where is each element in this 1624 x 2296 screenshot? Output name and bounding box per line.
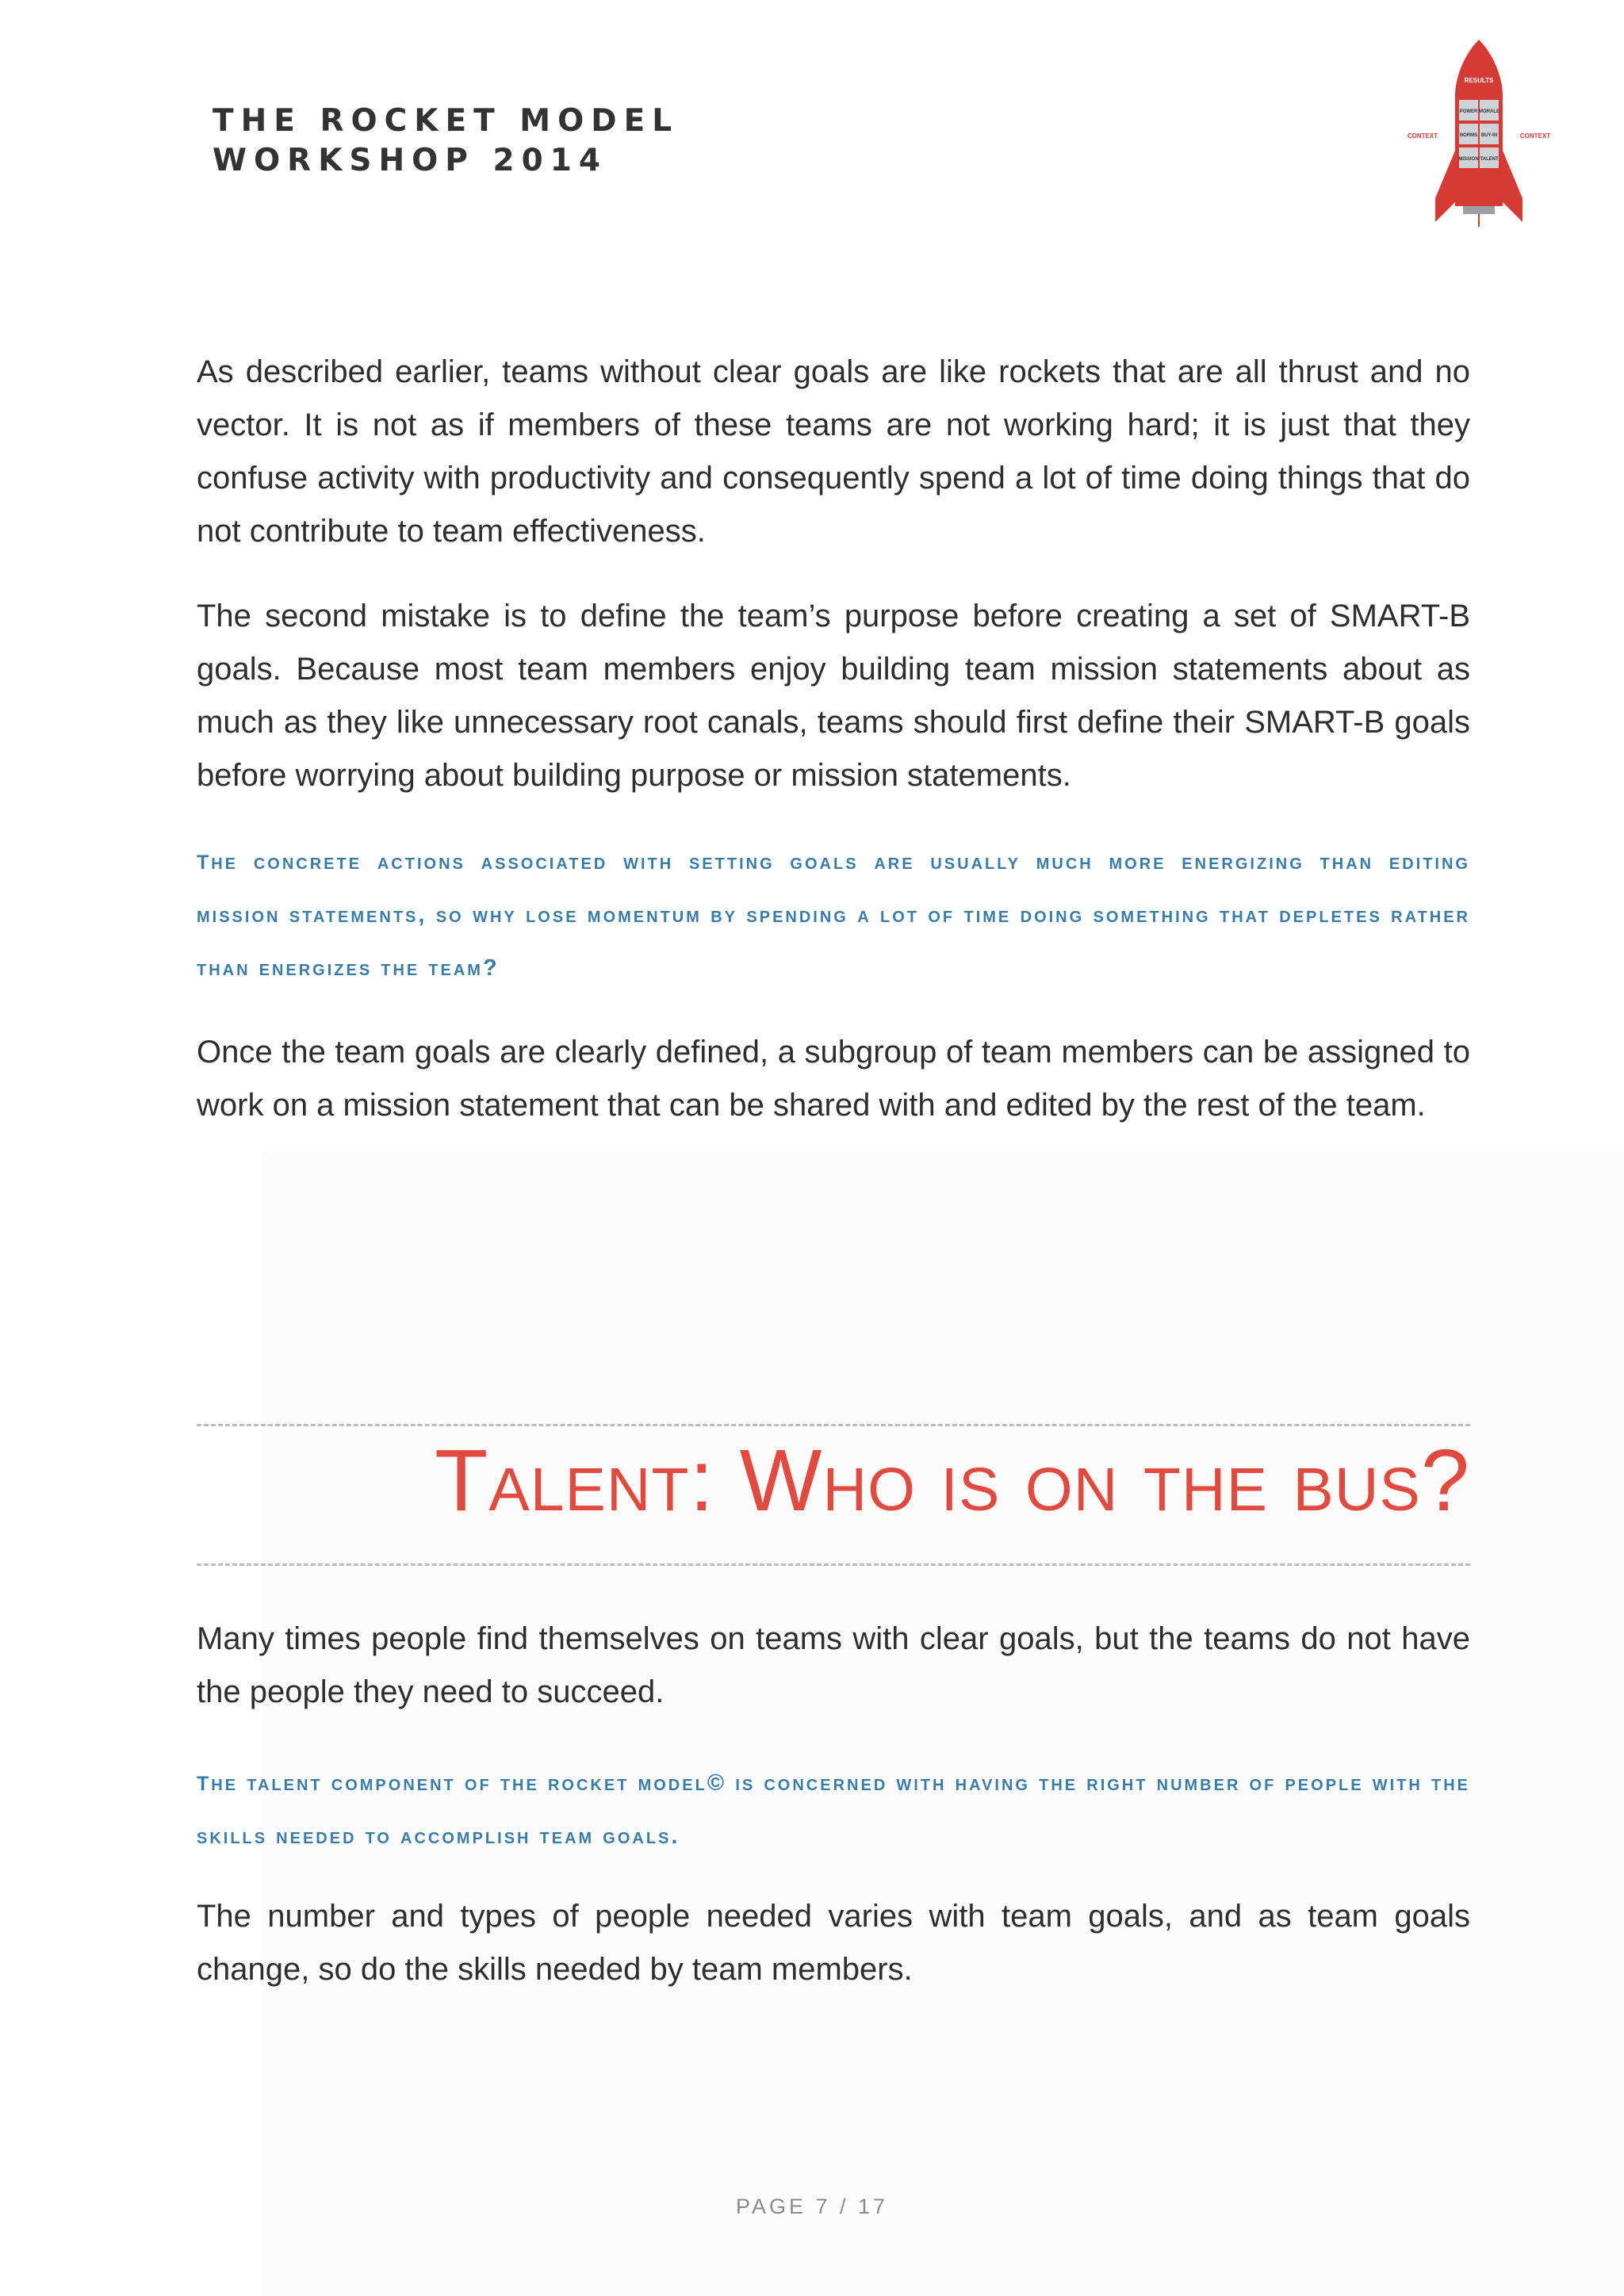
paragraph-2: The second mistake is to define the team’s purpose before creating a set of SMART-B goals. Because most team members enjoy building team mission statements about as much as they like unnecessary root canals, teams should first define their SMART-B goals before worrying about building purpose or mission statements. — [197, 599, 1470, 793]
section-heading: Talent: Who is on the bus? — [435, 1432, 1470, 1529]
logo-morale-label: MORALE — [1479, 109, 1500, 114]
page-number: PAGE 7 / 17 — [735, 2195, 889, 2218]
paragraph-1: As described earlier, teams without clear goals are like rockets that are all thrust and no vector. It is not as if members of these teams are not working hard; it is just that they confuse activity with productivity and consequently spend a lot of time doing things that do not contribute to team effectiveness. — [197, 354, 1470, 549]
logo-power-label: POWER — [1459, 109, 1478, 114]
paragraph-4: Many times people find themselves on teams with clear goals, but the teams do not have the people they need to succeed. — [197, 1621, 1470, 1709]
logo-mission-label: MISSION — [1458, 157, 1479, 162]
page-background — [262, 1150, 1624, 2296]
section-divider-top — [197, 1424, 1470, 1426]
paragraph-5: The number and types of people needed varies with team goals, and as team goals change, so do the skills needed by team members. — [197, 1899, 1470, 1987]
logo-context-right: CONTEXT — [1519, 132, 1551, 140]
header-title-line2: WORKSHOP 2014 — [213, 143, 608, 178]
logo-talent-label: TALENT — [1480, 157, 1499, 162]
rocket-exhaust — [1463, 206, 1495, 214]
rocket-nose — [1455, 40, 1503, 95]
section-divider-bottom — [197, 1563, 1470, 1566]
logo-buyin-label: BUY-IN — [1480, 133, 1498, 138]
rocket-left-fin — [1435, 151, 1455, 222]
rocket-right-fin — [1503, 151, 1522, 222]
logo-norms-label: NORMS — [1459, 133, 1478, 138]
document-header — [213, 101, 679, 181]
header-title-line1: THE ROCKET MODEL — [213, 103, 680, 139]
paragraph-3: Once the team goals are clearly defined, a subgroup of team members can be assigned to work on a mission statement that can be shared with and edited by the rest of the team. — [197, 1035, 1470, 1123]
logo-results-label: RESULTS — [1464, 77, 1494, 84]
logo-context-left: CONTEXT — [1407, 132, 1438, 140]
rocket-icon — [1396, 32, 1562, 230]
callout-quote-2: the talent component of the rocket model© is concerned with having the right number of people with the skills needed to accomplish team goals. — [197, 1764, 1470, 1849]
callout-quote-1: the concrete actions associated with setting goals are usually much more energizing than editing mission statements, so why lose momentum by spending a lot of time doing something that depletes rather than energizes the team? — [197, 843, 1470, 981]
